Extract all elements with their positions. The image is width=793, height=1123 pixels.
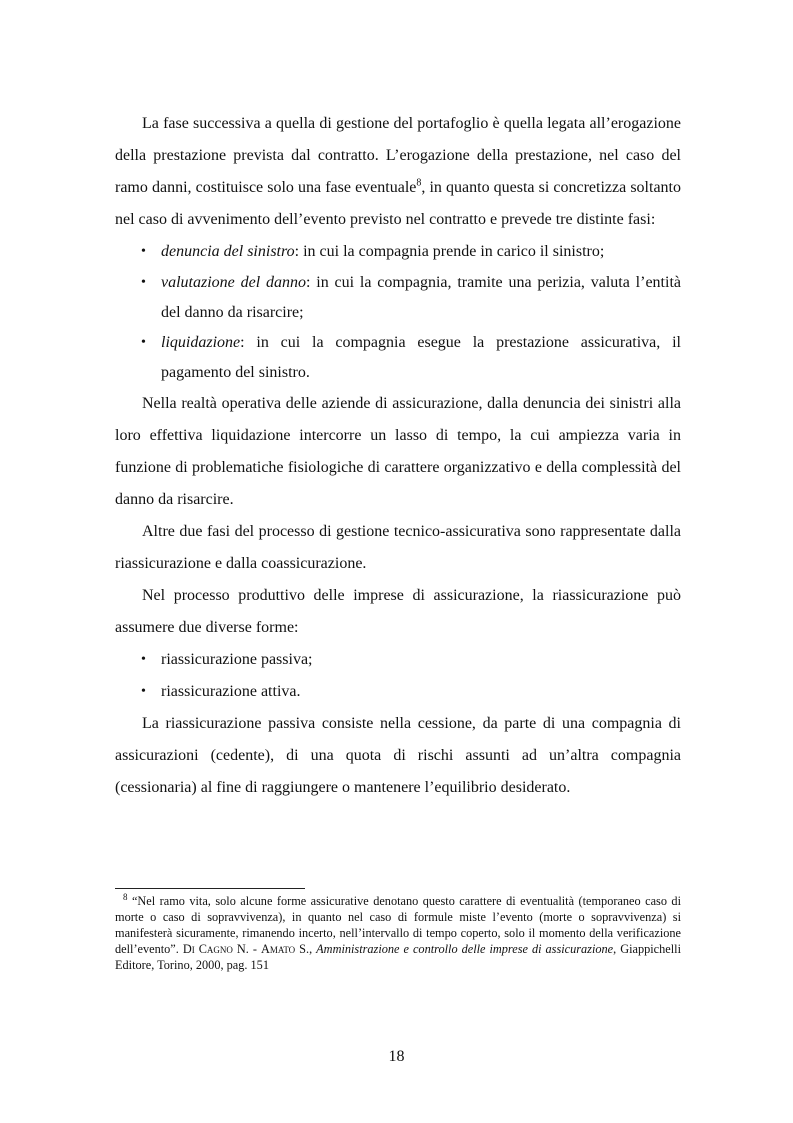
reinsurance-forms-list xyxy=(115,644,681,708)
page-number: 18 xyxy=(388,1048,405,1065)
phase-term: denuncia del sinistro xyxy=(161,243,295,260)
footnote-author: Di Cagno xyxy=(182,942,233,956)
form-label: riassicurazione passiva; xyxy=(161,651,313,668)
phase-description: : in cui la compagnia prende in carico il sinistro; xyxy=(294,243,605,260)
footnote-reference[interactable]: 8 xyxy=(416,177,422,189)
phase-description: : in cui la compagnia esegue la prestazione assicurativa, il pagamento del sinistro. xyxy=(161,334,681,381)
paragraph-intro-continuation: , in quanto questa si concretizza soltanto nel caso di avvenimento dell’evento previsto nel contratto e prevede tre distinte fasi: xyxy=(115,179,681,228)
phase-description: : in cui la compagnia, tramite una perizia, valuta l’entità del danno da risarcire; xyxy=(161,274,681,321)
list-item xyxy=(115,268,681,328)
form-label: riassicurazione attiva. xyxy=(161,683,301,700)
paragraph-other-phases: Altre due fasi del processo di gestione tecnico-assicurativa sono rappresentate dalla riassicurazione e dalla coassicurazione. xyxy=(115,523,681,572)
paragraph-reinsurance-forms: Nel processo produttivo delle imprese di assicurazione, la riassicurazione può assumere due diverse forme: xyxy=(115,587,681,636)
paragraph-settlement-time: Nella realtà operativa delle aziende di assicurazione, dalla denuncia dei sinistri alla loro effettiva liquidazione intercorre un lasso di tempo, la cui ampiezza varia in funzione di problematiche fisiologiche di carattere organizzativo e della complessità del danno da risarcire. xyxy=(115,395,681,508)
footnote-author-initial: S., xyxy=(295,942,317,956)
footnote-author: Amato xyxy=(260,942,296,956)
bullet-icon: • xyxy=(141,244,146,259)
footnote-number: 8 xyxy=(123,891,128,902)
phases-list xyxy=(115,236,681,388)
footnote-book-title: Amministrazione e controllo delle imprese di assicurazione xyxy=(316,942,614,956)
paragraph-passive-reinsurance: La riassicurazione passiva consiste nella cessione, da parte di una compagnia di assicurazioni (cedente), di una quota di rischi assunti ad un’altra compagnia (cessionaria) al fine di raggiungere o mantenere l’equilibrio desiderato. xyxy=(115,715,681,796)
phase-term: valutazione del danno xyxy=(161,274,306,291)
list-item xyxy=(115,236,681,268)
bullet-icon: • xyxy=(141,684,146,699)
paragraph-intro xyxy=(115,108,681,236)
footnote-quote: “Nel ramo vita, solo alcune forme assicurative denotano questo carattere di eventualità (temporaneo caso di morte o caso di sopravvivenza), in quanto nel caso di formule miste l’evento (morte o sopravvivenza) si manifesterà sicuramente, rimanendo incerto, nell’intervallo di tempo coperto, solo il momento della verificazione dell’evento”. xyxy=(115,894,681,956)
list-item xyxy=(115,328,681,388)
list-item xyxy=(115,644,681,676)
list-item xyxy=(115,676,681,708)
footnote-separator xyxy=(115,888,305,889)
bullet-icon: • xyxy=(141,275,146,290)
footnote-publisher: , Giappichelli Editore, Torino, 2000, pag. 151 xyxy=(115,942,681,972)
bullet-icon: • xyxy=(141,652,146,667)
paragraph-intro-text: La fase successiva a quella di gestione del portafoglio è quella legata all’erogazione della prestazione prevista dal contratto. L’erogazione della prestazione, nel caso del ramo danni, costituisce solo una fase eventuale xyxy=(115,115,681,196)
page-body xyxy=(115,108,681,804)
phase-term: liquidazione xyxy=(161,334,241,351)
bullet-icon: • xyxy=(141,335,146,350)
footnote-author-initial: N. - xyxy=(232,942,261,956)
footnote xyxy=(115,893,681,973)
